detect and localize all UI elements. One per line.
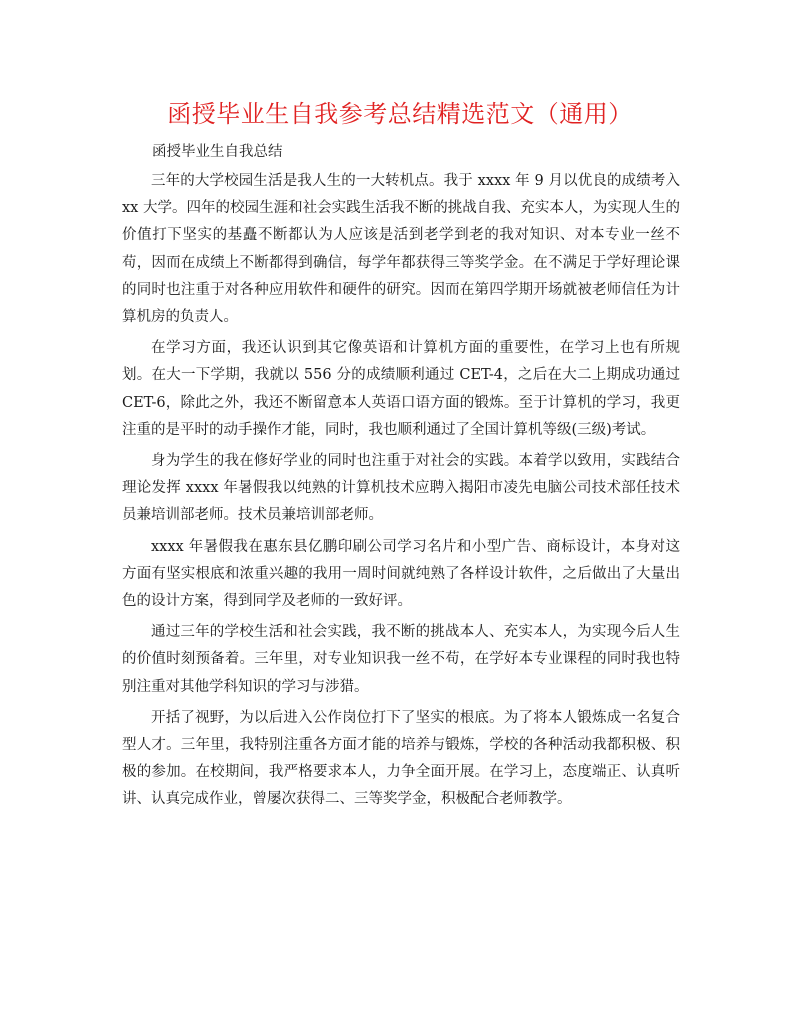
document-subtitle: 函授毕业生自我总结 — [152, 144, 283, 160]
document-title: 函授毕业生自我参考总结精选范文（通用） — [167, 100, 633, 128]
paragraph: 开括了视野，为以后进入公作岗位打下了坚实的根底。为了将本人锻炼成一名复合型人才。三年里，我特别注重各方面才能的培养与锻炼，学校的各种活动我都积极、积极的参加。在校期间，我严格要求本人，力争全面开展。在学习上，态度端正、认真听讲、认真完成作业，曾屡次获得二、三等奖学金，积极配合老师教学。 — [122, 709, 680, 808]
paragraph: 通过三年的学校生活和社会实践，我不断的挑战本人、充实本人，为实现今后人生的价值时刻预备着。三年里，对专业知识我一丝不苟，在学好本专业课程的同时我也特别注重对其他学科知识的学习与涉猎。 — [122, 624, 680, 695]
document-body — [122, 140, 680, 814]
paragraph: 三年的大学校园生活是我人生的一大转机点。我于 xxxx 年 9 月以优良的成绩考入 xx 大学。四年的校园生涯和社会实践生活我不断的挑战自我、充实本人，为实现人生的价值打下坚实的基矗不断都认为人应该是活到老学到老的我对知识、对本专业一丝不苟，因而在成绩上不断都得到确信，每学年都获得三等奖学金。在不满足于学好理论课的同时也注重于对各种应用软件和硬件的研究。因而在第四学期开场就被老师信任为计算机房的负责人。 — [122, 173, 680, 326]
paragraph: 在学习方面，我还认识到其它像英语和计算机方面的重要性，在学习上也有所规划。在大一下学期，我就以 556 分的成绩顺利通过 CET-4，之后在大二上期成功通过 CET-6，除此之外，我还不断留意本人英语口语方面的锻炼。至于计算机的学习，我更注重的是平时的动手操作才能，同时，我也顺利通过了全国计算机等级(三级)考试。 — [122, 340, 680, 438]
paragraph: xxxx 年暑假我在惠东县亿鹏印刷公司学习名片和小型广告、商标设计，本身对这方面有坚实根底和浓重兴趣的我用一周时间就纯熟了各样设计软件，之后做出了大量出色的设计方案，得到同学及老师的一致好评。 — [122, 538, 680, 610]
paragraph: 身为学生的我在修好学业的同时也注重于对社会的实践。本着学以致用，实践结合理论发挥 xxxx 年暑假我以纯熟的计算机技术应聘入揭阳市凌先电脑公司技术部任技术员兼培训部老师。技术员兼培训部老师。 — [122, 453, 680, 524]
